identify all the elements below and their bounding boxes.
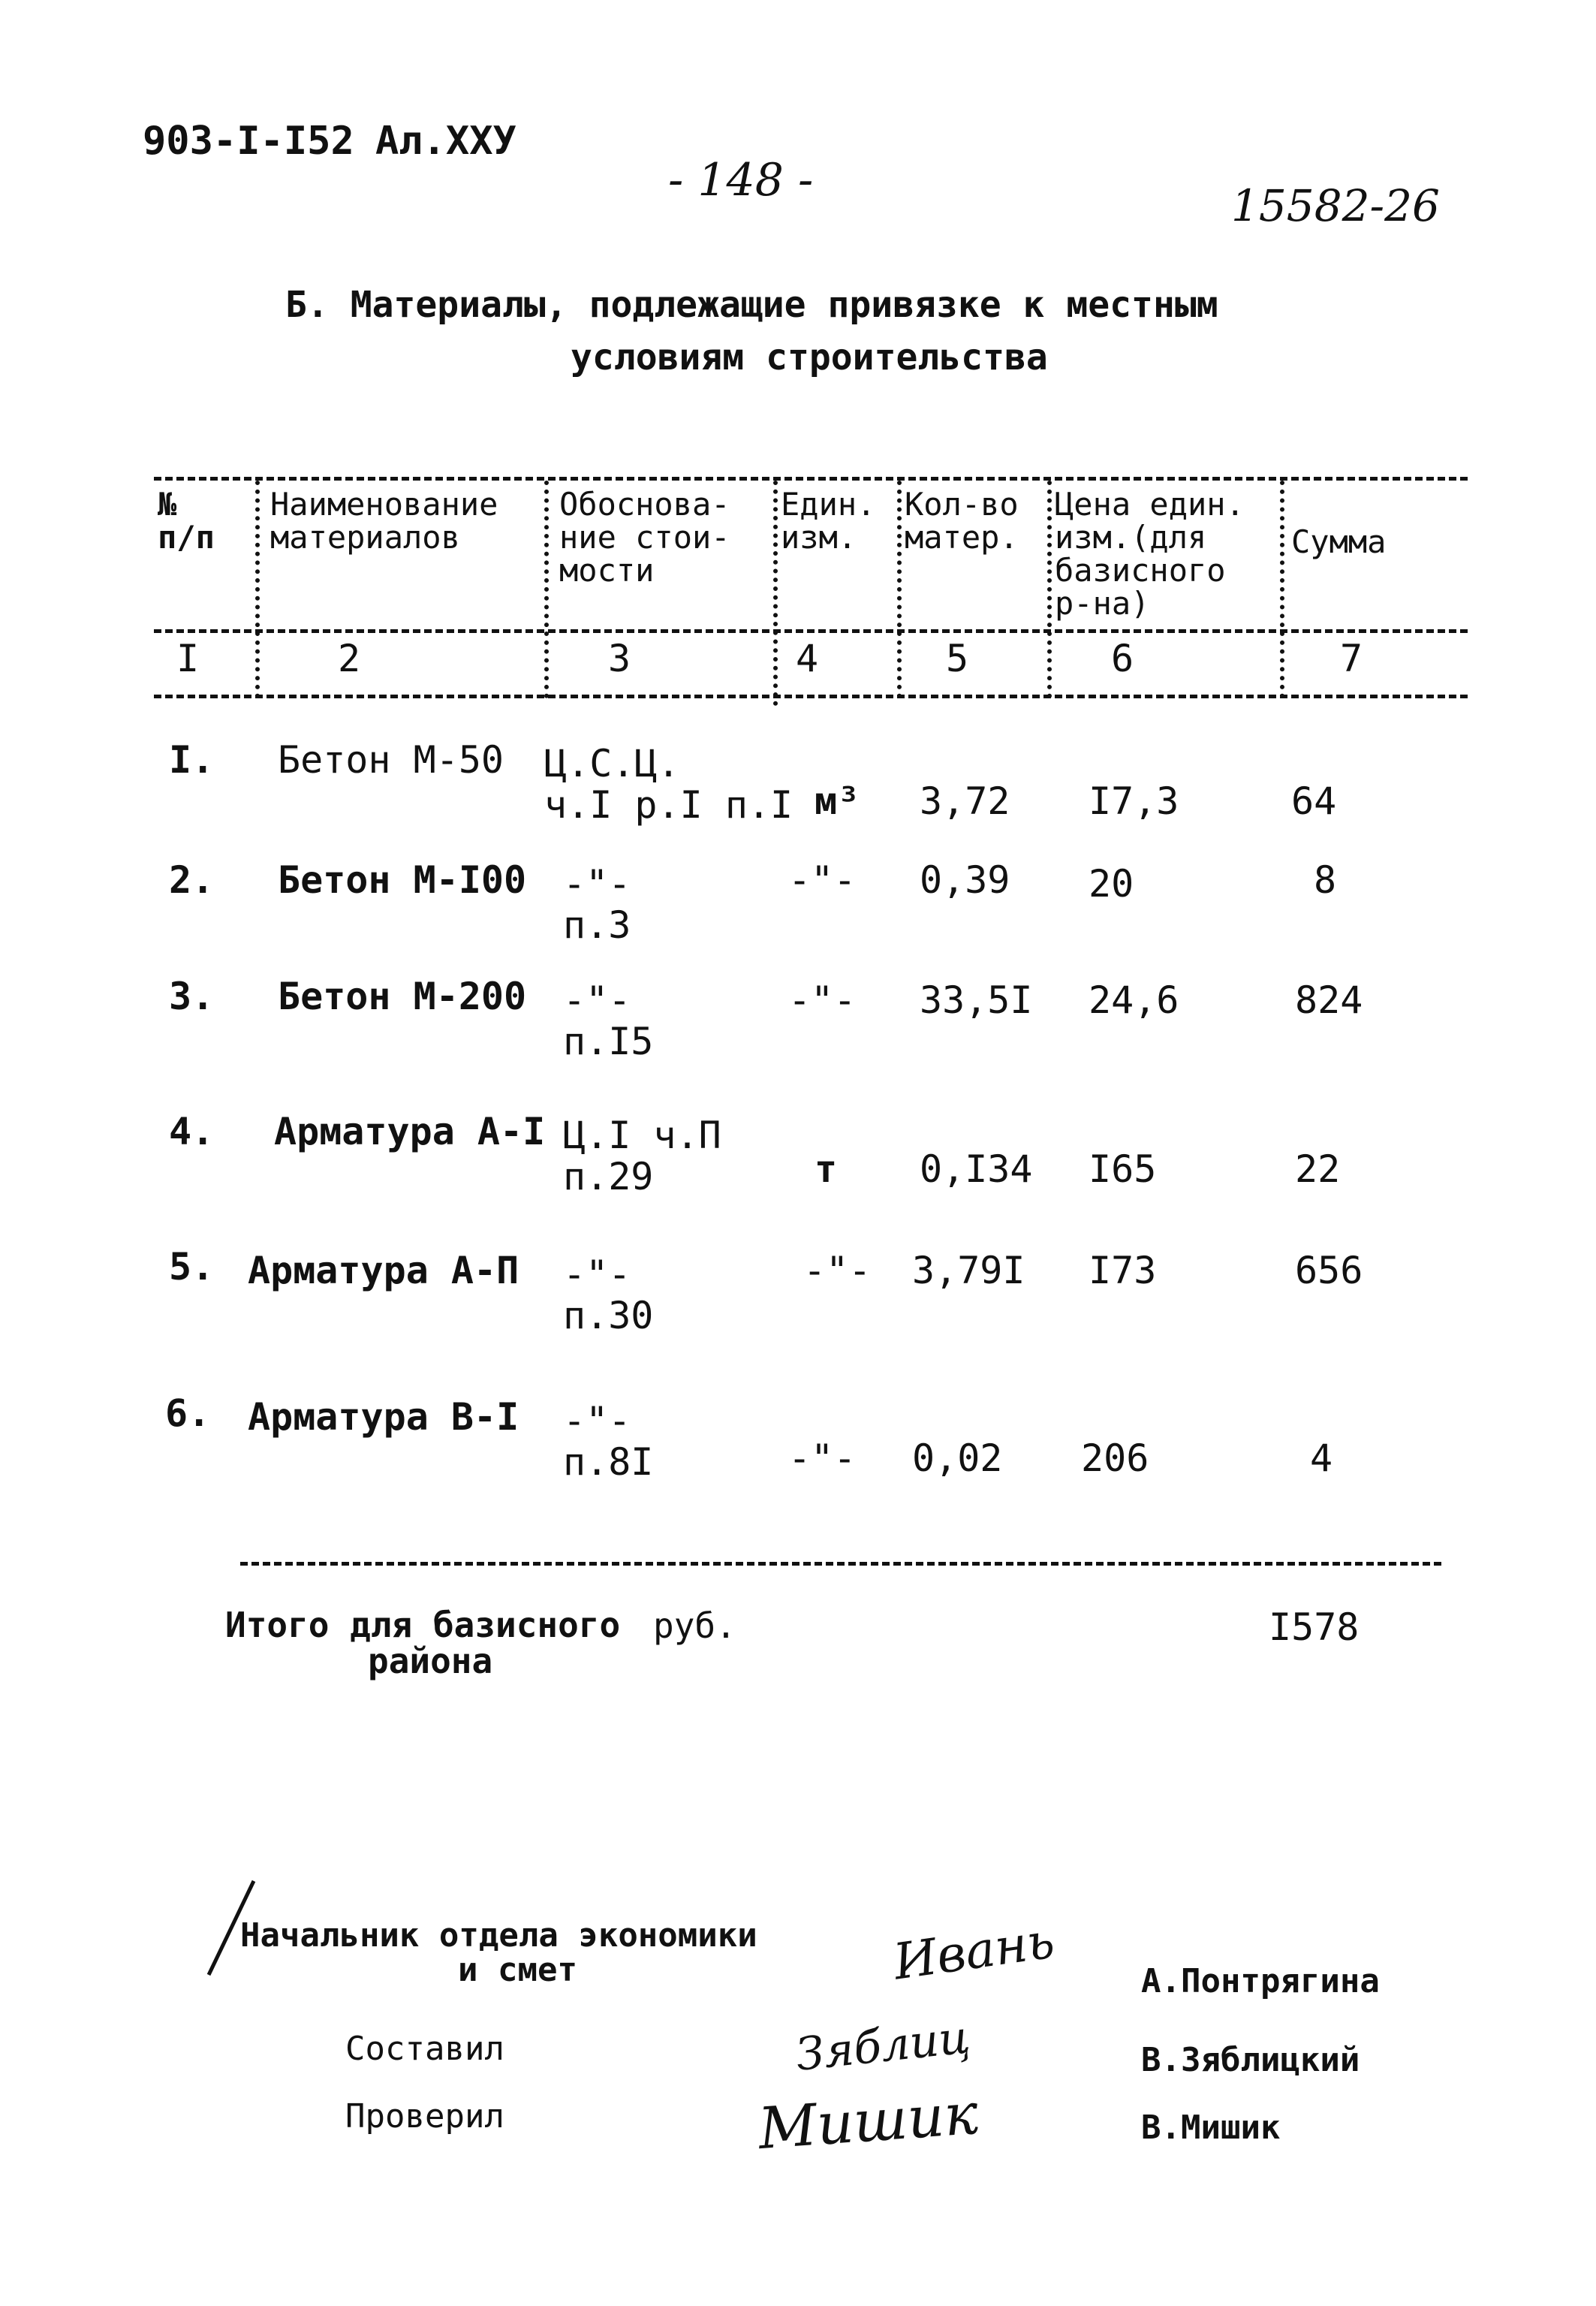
head-signature: Ивань — [890, 1911, 1058, 1991]
row-number: I. — [169, 738, 215, 782]
header-unit-price: Цена един. изм.(для базисного р-на) — [1055, 486, 1245, 622]
material-name: Бетон М-50 — [278, 738, 504, 782]
quantity: 33,5I — [920, 978, 1033, 1022]
material-name: Бетон М-I00 — [278, 858, 527, 902]
section-title-line2: условиям строительства — [571, 336, 1048, 378]
row-number: 4. — [169, 1110, 215, 1153]
material-name: Арматура А-П — [248, 1249, 519, 1292]
quantity: 3,72 — [920, 779, 1010, 823]
column-divider — [544, 481, 549, 698]
sum: 824 — [1295, 978, 1363, 1022]
table-bottom-rule — [240, 1562, 1441, 1566]
row-number: 5. — [169, 1245, 215, 1289]
cost-basis: Ц.I ч.П п.29 — [563, 1114, 721, 1198]
cost-basis: Ц.С.Ц. ч.I р.I п.I — [544, 742, 793, 827]
album-number: Ал.XXУ — [375, 119, 516, 164]
header-quantity: Кол-во матер. — [905, 486, 1019, 556]
cost-basis: -"- п.3 — [563, 862, 631, 947]
column-number: I — [176, 637, 200, 680]
quantity: 3,79I — [912, 1249, 1025, 1292]
document-code: 903-I-I52 — [143, 119, 354, 164]
column-divider — [897, 481, 902, 698]
unit: -"- — [788, 858, 857, 902]
sum: 8 — [1314, 858, 1337, 902]
column-divider — [255, 481, 260, 698]
column-number: 2 — [338, 637, 361, 680]
column-number: 4 — [796, 637, 819, 680]
column-divider — [773, 481, 778, 706]
table-top-rule — [154, 477, 1468, 481]
page-number: - 148 - — [668, 154, 814, 206]
unit-price: I7,3 — [1089, 779, 1179, 823]
cost-basis: -"- п.I5 — [563, 978, 654, 1063]
unit: -"- — [788, 978, 857, 1022]
material-name: Арматура А-I — [274, 1110, 546, 1153]
unit: -"- — [788, 1436, 857, 1480]
column-number: 5 — [946, 637, 969, 680]
column-number: 6 — [1111, 637, 1134, 680]
column-number: 3 — [608, 637, 631, 680]
header-num: № п/п — [158, 486, 215, 556]
sum: 64 — [1291, 779, 1337, 823]
column-divider — [1280, 481, 1284, 698]
checked-name: В.Мишик — [1141, 2109, 1281, 2147]
compiled-signature: Зяблиц — [793, 2011, 973, 2081]
unit-price: 20 — [1089, 862, 1134, 906]
head-title: Начальник отдела экономики и смет — [240, 1916, 757, 1990]
header-basis: Обоснова- ние стои- мости — [559, 486, 730, 589]
unit: т — [815, 1147, 838, 1191]
unit-price: 206 — [1081, 1436, 1149, 1480]
quantity: 0,02 — [912, 1436, 1003, 1480]
head-name: А.Понтрягина — [1141, 1962, 1380, 2000]
unit-price: I73 — [1089, 1249, 1157, 1292]
unit-price: I65 — [1089, 1147, 1157, 1191]
archive-number: 15582-26 — [1231, 180, 1440, 231]
total-label: Итого для базисного района — [225, 1605, 621, 1682]
sum: 4 — [1310, 1436, 1333, 1480]
material-name: Бетон М-200 — [278, 975, 527, 1018]
compiled-name: В.Зяблицкий — [1141, 2041, 1360, 2079]
cost-basis: -"- п.30 — [563, 1252, 654, 1337]
cost-basis: -"- п.8I — [563, 1399, 654, 1484]
row-number: 6. — [165, 1391, 211, 1435]
header-name: Наименование материалов — [270, 486, 498, 556]
sum: 656 — [1295, 1249, 1363, 1292]
unit: м³ — [815, 779, 860, 823]
total-value: I578 — [1269, 1605, 1360, 1649]
total-unit: руб. — [653, 1605, 736, 1646]
column-divider — [1047, 481, 1052, 698]
checked-signature: Мишик — [756, 2079, 980, 2163]
quantity: 0,39 — [920, 858, 1010, 902]
compiled-label: Составил — [345, 2030, 504, 2068]
quantity: 0,I34 — [920, 1147, 1033, 1191]
unit-price: 24,6 — [1089, 978, 1179, 1022]
section-title-line1: Б. Материалы, подлежащие привязке к местным — [285, 284, 1218, 326]
column-number: 7 — [1340, 637, 1363, 680]
header-unit: Един. изм. — [781, 486, 876, 556]
header-sum: Сумма — [1291, 523, 1387, 560]
header-separator-rule — [154, 629, 1468, 633]
material-name: Арматура В-I — [248, 1395, 519, 1439]
row-number: 3. — [169, 975, 215, 1018]
sum: 22 — [1295, 1147, 1341, 1191]
row-number: 2. — [169, 858, 215, 902]
unit: -"- — [803, 1249, 872, 1292]
column-number-separator-rule — [154, 695, 1468, 698]
checked-label: Проверил — [345, 2097, 504, 2136]
